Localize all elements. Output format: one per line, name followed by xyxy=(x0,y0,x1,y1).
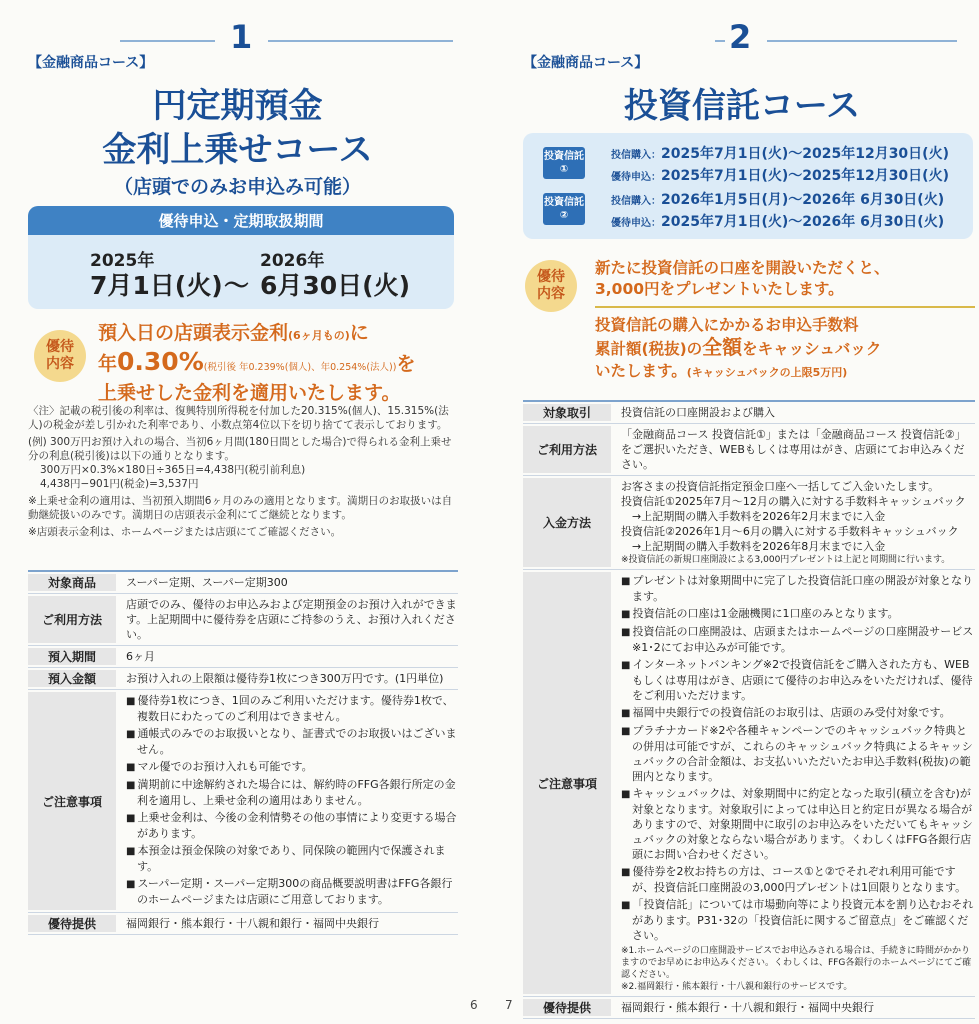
deposit-line: →上記期間の購入手数料を2026年2月末までに入金 xyxy=(621,510,886,523)
row-value: 福岡銀行・熊本銀行・十八親和銀行・福岡中央銀行 xyxy=(621,1001,874,1014)
period-heading: 優待申込・定期取扱期間 xyxy=(28,206,454,235)
table-row xyxy=(28,690,458,913)
benefit-line-a-end: に xyxy=(349,322,369,344)
period-end-date: 6月30日(火) xyxy=(260,271,411,300)
row-label: 対象商品 xyxy=(28,574,116,591)
benefit-line-a-small: (6ヶ月もの) xyxy=(288,329,350,342)
schedule-date: 2025年7月1日(火)～2026年 6月30日(火) xyxy=(661,214,945,230)
period-banner xyxy=(28,206,454,309)
benefit-rate-end: を xyxy=(396,353,416,375)
benefit2-line-c: いたします。 xyxy=(595,362,687,380)
table-row xyxy=(28,572,458,594)
row-value xyxy=(611,570,975,996)
table-row xyxy=(28,594,458,646)
list-item: ■ キャッシュバックは、対象期間中に約定となった取引(積立を含む)が対象となります。対象取引によっては申込日と約定日が異なる場合がありますので、対象期間中に取引のお申込みをいただいてもキャッシュバックの対象とならない場合があります。くわしくはFFG各銀行店頭にお問い合わせください。 xyxy=(621,786,975,862)
number-rule-right xyxy=(268,40,453,42)
list-item: ■ 満期前に中途解約された場合には、解約時のFFG各銀行所定の金利を適用し、上乗せ金利の適用はありません。 xyxy=(126,777,458,808)
row-label: ご利用方法 xyxy=(28,596,116,643)
list-item: ■ 本預金は預金保険の対象であり、同保険の範囲内で保護されます。 xyxy=(126,843,458,874)
schedule-label: 優待申込： xyxy=(611,218,661,229)
schedule-label: 投信購入： xyxy=(611,150,661,161)
benefit1-line-b: 3,000円をプレゼントいたします。 xyxy=(595,280,844,298)
footnote-1: ※1.ホームページの口座開設サービスでお申込みされる場合は、手続きに時間がかかりますのでお早めにお申込みください。くわしくは、FFG各銀行のホームページにてご確認ください。 xyxy=(621,946,972,980)
badge-line1: 優待 xyxy=(537,269,565,285)
period-end-year: 2026年 xyxy=(260,251,325,271)
table-row xyxy=(28,668,458,690)
page-number: 6 xyxy=(470,998,478,1012)
course-tag: 【金融商品コース】 xyxy=(28,55,154,71)
schedule-line xyxy=(611,189,944,209)
benefit-rate-note: (税引後 年0.239%(個人)、年0.254%(法人)) xyxy=(203,362,397,373)
schedule-line xyxy=(611,211,944,231)
note-4: 4,438円−901円(税金)=3,537円 xyxy=(40,478,199,490)
badge-line2: 内容 xyxy=(537,286,565,302)
table-row xyxy=(523,997,975,1019)
details-table xyxy=(28,570,458,935)
benefit2-emphasis: 全額 xyxy=(702,335,743,359)
row-label: ご利用方法 xyxy=(523,426,611,473)
note-2: (例) 300万円お預け入れの場合、当初6ヶ月間(180日間とした場合)で得られる金利上乗せ分の利息(税引後)は以下の通りとなります。 xyxy=(28,436,452,462)
note-1: 〈注〉記載の税引後の利率は、復興特別所得税を付加した20.315%(個人)、15.315%(法人)の税金が差し引かれた利率であり、小数点第4位以下を切り捨てて表示しております。 xyxy=(28,405,449,431)
number-rule-right xyxy=(767,40,957,42)
right-page xyxy=(505,0,979,1024)
list-item: ■ 福岡中央銀行での投資信託のお取引は、店頭のみ受付対象です。 xyxy=(621,705,975,721)
page-title: 投資信託コース xyxy=(623,86,861,126)
benefit-text-1 xyxy=(595,258,890,300)
badge-line1: 優待 xyxy=(46,339,74,355)
list-item: ■ 投資信託の口座は1金融機関に1口座のみとなります。 xyxy=(621,606,975,622)
page-number: 7 xyxy=(505,998,513,1012)
deposit-line: お客さまの投資信託指定預金口座へ一括してご入金いたします。 xyxy=(621,480,940,493)
table-row xyxy=(28,913,458,935)
schedule-tag-1: 投資信託① xyxy=(543,147,585,179)
page-subtitle: （店頭でのみお申込み可能） xyxy=(113,176,361,198)
schedule-tag-2: 投資信託② xyxy=(543,193,585,225)
benefit2-line-b3: をキャッシュバック xyxy=(742,340,882,358)
details-table xyxy=(523,400,975,1019)
benefit-text xyxy=(98,318,468,405)
section-number: 2 xyxy=(729,18,752,56)
row-label: 優待提供 xyxy=(523,999,611,1016)
list-item: ■ 優待券1枚につき、1回のみご利用いただけます。優待券1枚で、複数日にわたってのご利用はできません。 xyxy=(126,693,458,724)
note-6: ※店頭表示金利は、ホームページまたは店頭にてご確認ください。 xyxy=(28,526,342,538)
gold-divider xyxy=(595,306,975,308)
schedule-date: 2025年7月1日(火)～2025年12月30日(火) xyxy=(661,146,949,162)
schedule-label: 投信購入： xyxy=(611,196,661,207)
list-item: ■ インターネットバンキング※2で投資信託をご購入された方も、WEBもしくは専用はがき、店頭にて優待のお申込みをいただければ、優待をご利用いただけます。 xyxy=(621,657,975,703)
list-item: ■ スーパー定期・スーパー定期300の商品概要説明書はFFG各銀行のホームページまたは店頭にご用意しております。 xyxy=(126,876,458,907)
deposit-line: →上記期間の購入手数料を2026年8月末までに入金 xyxy=(621,540,886,553)
row-value: スーパー定期、スーパー定期300 xyxy=(126,576,288,589)
schedule-label: 優待申込： xyxy=(611,172,661,183)
row-value: 投資信託の口座開設および購入 xyxy=(621,406,775,419)
deposit-line: 投資信託②2026年1月～6月の購入に対する手数料キャッシュバック xyxy=(621,525,959,538)
schedule-line xyxy=(611,165,949,185)
table-row xyxy=(28,646,458,668)
row-label: ご注意事項 xyxy=(523,572,611,994)
row-label: 対象取引 xyxy=(523,404,611,421)
benefit2-line-a: 投資信託の購入にかかるお申込手数料 xyxy=(595,316,859,334)
page-title-line2: 金利上乗せコース xyxy=(102,130,373,170)
row-value: 6ヶ月 xyxy=(126,650,155,663)
period-tilde: ～ xyxy=(224,271,250,300)
note-3: 300万円×0.3%×180日÷365日=4,438円(税引前利息) xyxy=(40,464,306,476)
badge-line2: 内容 xyxy=(46,356,74,372)
schedule-box xyxy=(523,133,973,239)
row-value xyxy=(611,476,975,569)
benefit2-cap-note: (キャッシュバックの上限5万円) xyxy=(686,366,848,379)
note-5: ※上乗せ金利の適用は、当初預入期間6ヶ月のみの適用となります。満期日のお取扱いは自動継続扱いのみです。満期日の店頭表示金利にてご継続となります。 xyxy=(28,495,453,521)
row-label: ご注意事項 xyxy=(28,692,116,910)
notes-block xyxy=(28,404,458,542)
benefit2-line-b1: 累計額(税抜)の xyxy=(595,340,703,358)
number-rule-left xyxy=(715,40,725,42)
section-number: 1 xyxy=(230,18,253,56)
number-rule-left xyxy=(120,40,215,42)
row-value: 福岡銀行・熊本銀行・十八親和銀行・福岡中央銀行 xyxy=(126,917,379,930)
row-value: お預け入れの上限額は優待券1枚につき300万円です。(1円単位) xyxy=(126,672,444,685)
benefit-badge xyxy=(525,260,577,312)
row-value: 「金融商品コース 投資信託①」または「金融商品コース 投資信託②」をご選択いただき、WEBもしくは専用はがき、店頭にてお申込みください。 xyxy=(621,428,966,471)
deposit-line: 投資信託①2025年7月～12月の購入に対する手数料キャッシュバック xyxy=(621,495,966,508)
list-item: ■ マル優でのお預け入れも可能です。 xyxy=(126,759,458,775)
benefit-rate: 0.30% xyxy=(117,347,204,376)
row-label: 入金方法 xyxy=(523,478,611,567)
row-value xyxy=(116,690,458,912)
footnote-2: ※2.福岡銀行・熊本銀行・十八親和銀行のサービスです。 xyxy=(621,982,853,992)
benefit-text-2 xyxy=(595,314,881,384)
left-page xyxy=(0,0,478,1024)
schedule-date: 2026年1月5日(月)～2026年 6月30日(火) xyxy=(661,192,945,208)
table-row xyxy=(523,476,975,570)
period-start-date: 7月1日(火) xyxy=(90,271,223,300)
table-row xyxy=(523,570,975,997)
list-item: ■ 優待券を2枚お持ちの方は、コース①と②でそれぞれ利用可能ですが、投資信託口座開設の3,000円プレゼントは1回限りとなります。 xyxy=(621,864,975,895)
list-item: ■ プラチナカード※2や各種キャンペーンでのキャッシュバック特典との併用は可能ですが、これらのキャッシュバック特典によるキャッシュバックの合計金額は、お支払いいただいたお申込手数料(税抜)の範囲内となります。 xyxy=(621,723,975,784)
benefit-rate-prefix: 年 xyxy=(98,353,118,375)
list-item: ■ プレゼントは対象期間中に完了した投資信託口座の開設が対象となります。 xyxy=(621,573,975,604)
benefit-line-a: 預入日の店頭表示金利 xyxy=(98,322,289,344)
list-item: ■ 通帳式のみでのお取扱いとなり、証書式でのお取扱いはございません。 xyxy=(126,726,458,757)
table-row xyxy=(523,424,975,476)
deposit-footnote: ※投資信託の新規口座開設による3,000円プレゼントは上記と同期間に行います。 xyxy=(621,555,951,565)
page-title-line1: 円定期預金 xyxy=(152,86,323,126)
schedule-line xyxy=(611,143,949,163)
list-item: ■ 「投資信託」については市場動向等により投資元本を割り込むおそれがあります。P31･32の「投資信託に関するご留意点」をご確認ください。 xyxy=(621,897,975,943)
row-label: 優待提供 xyxy=(28,915,116,932)
list-item: ■ 投資信託の口座開設は、店頭またはホームページの口座開設サービス※1･2にてお申込みが可能です。 xyxy=(621,624,975,655)
benefit-line-c: 上乗せした金利を適用いたします。 xyxy=(98,382,401,404)
row-value: 店頭でのみ、優待のお申込みおよび定期預金のお預け入れができます。上記期間中に優待券を店頭にご持参のうえ、お預け入れください。 xyxy=(126,598,457,641)
schedule-date: 2025年7月1日(火)～2025年12月30日(火) xyxy=(661,168,949,184)
benefit-badge xyxy=(34,330,86,382)
table-row xyxy=(523,402,975,424)
row-label: 預入金額 xyxy=(28,670,116,687)
period-start-year: 2025年 xyxy=(90,251,155,271)
list-item: ■ 上乗せ金利は、今後の金利情勢その他の事情により変更する場合があります。 xyxy=(126,810,458,841)
benefit1-line-a: 新たに投資信託の口座を開設いただくと、 xyxy=(595,259,890,277)
course-tag: 【金融商品コース】 xyxy=(523,55,649,71)
row-label: 預入期間 xyxy=(28,648,116,665)
